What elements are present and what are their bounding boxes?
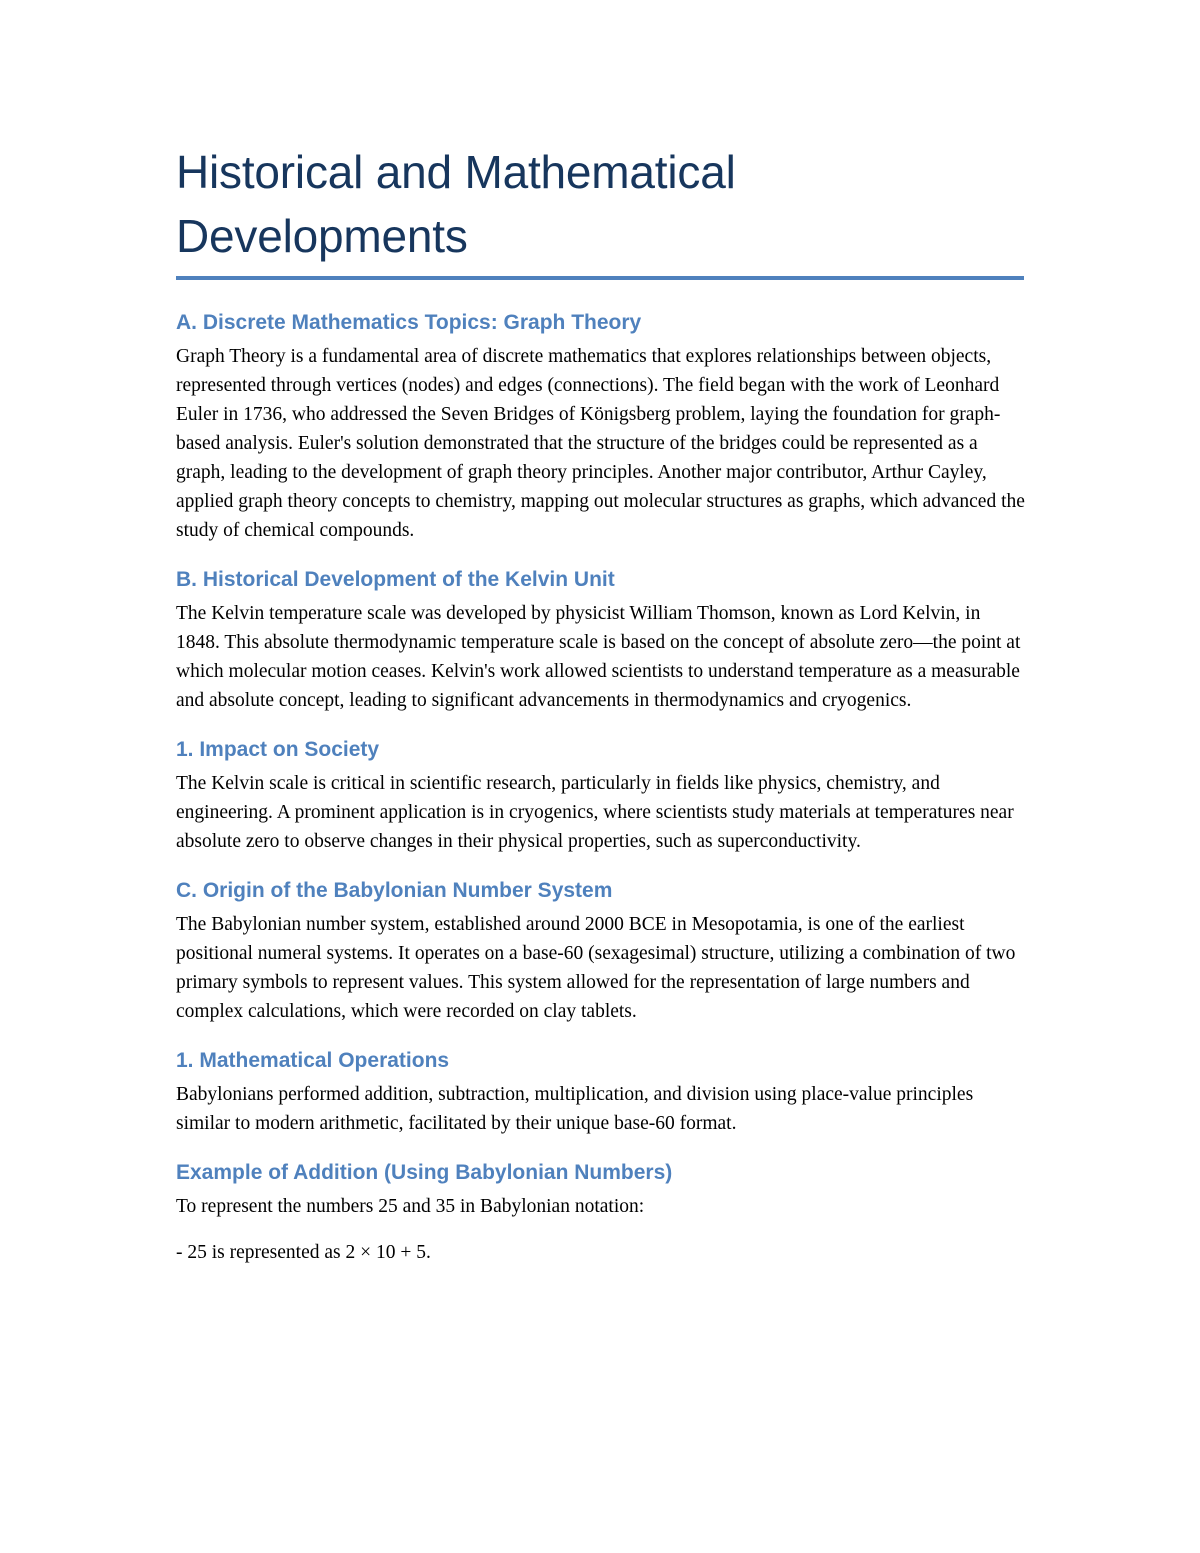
section-heading: A. Discrete Mathematics Topics: Graph Theory <box>176 311 642 334</box>
document-page <box>176 140 1026 1287</box>
section-paragraph: The Kelvin temperature scale was developed by physicist William Thomson, known as Lord Kelvin, in 1848. This absolute thermodynamic temperature scale is based on the concept of absolute zero—the point at which molecular motion ceases. Kelvin's work allowed scientists to understand temperature as a measurable and absolute concept, leading to significant advancements in thermodynamics and cryogenics. <box>176 603 1021 711</box>
section-heading: 1. Mathematical Operations <box>176 1049 450 1072</box>
section-paragraph: To represent the numbers 25 and 35 in Babylonian notation: <box>176 1196 645 1217</box>
section-paragraph: Babylonians performed addition, subtraction, multiplication, and division using place-value principles similar to modern arithmetic, facilitated by their unique base-60 format. <box>176 1084 974 1134</box>
section-heading: Example of Addition (Using Babylonian Numbers) <box>176 1161 673 1184</box>
document-title: Historical and Mathematical Developments <box>176 146 736 262</box>
section-paragraph: Graph Theory is a fundamental area of discrete mathematics that explores relationships between objects, represented through vertices (nodes) and edges (connections). The field began with the work of Leonhard Euler in 1736, who addressed the Seven Bridges of Königsberg problem, laying the foundation for graph-based analysis. Euler's solution demonstrated that the structure of the bridges could be represented as a graph, leading to the development of graph theory principles. Another major contributor, Arthur Cayley, applied graph theory concepts to chemistry, mapping out molecular structures as graphs, which advanced the study of chemical compounds. <box>176 346 1025 541</box>
section-mathematical-operations <box>176 1046 1026 1138</box>
section-kelvin-unit <box>176 565 1026 715</box>
section-paragraph: The Babylonian number system, established around 2000 BCE in Mesopotamia, is one of the earliest positional numeral systems. It operates on a base-60 (sexagesimal) structure, utilizing a combination of two primary symbols to represent values. This system allowed for the representation of large numbers and complex calculations, which were recorded on clay tablets. <box>176 914 1016 1022</box>
section-babylonian-number-system <box>176 876 1026 1026</box>
section-heading: B. Historical Development of the Kelvin Unit <box>176 568 615 591</box>
section-impact-on-society <box>176 735 1026 856</box>
section-example-of-addition <box>176 1158 1026 1267</box>
section-heading: 1. Impact on Society <box>176 738 380 761</box>
section-heading: C. Origin of the Babylonian Number System <box>176 879 613 902</box>
section-list-item: - 25 is represented as 2 × 10 + 5. <box>176 1242 431 1263</box>
section-paragraph: The Kelvin scale is critical in scientific research, particularly in fields like physics, chemistry, and engineering. A prominent application is in cryogenics, where scientists study materials at temperatures near absolute zero to observe changes in their physical properties, such as superconductivity. <box>176 773 1014 852</box>
section-graph-theory <box>176 308 1026 545</box>
title-underline-rule <box>176 276 1024 280</box>
